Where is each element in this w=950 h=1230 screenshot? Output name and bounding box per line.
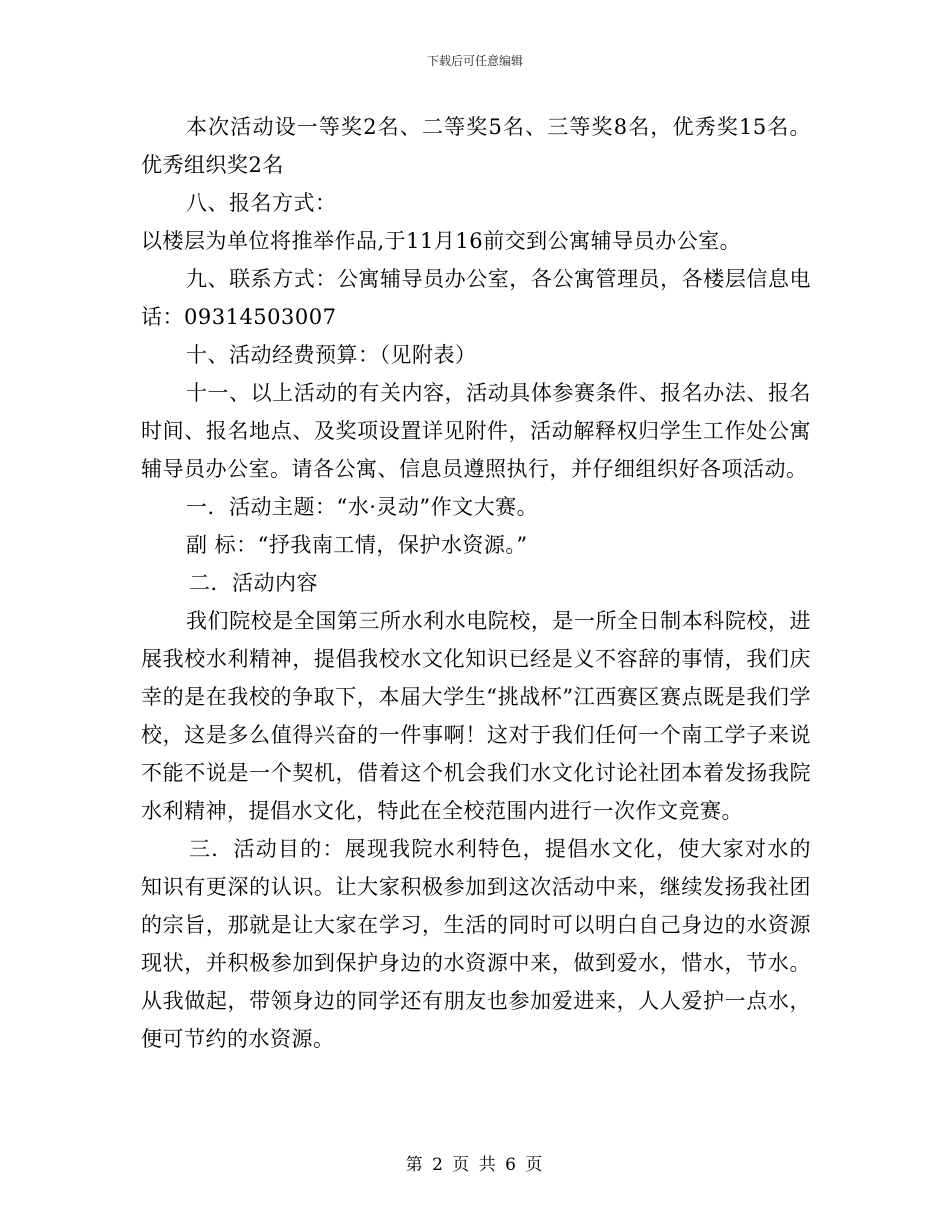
- paragraph-content-heading: 二．活动内容: [189, 571, 318, 595]
- paragraph-content-body: 我们院校是全国第三所水利水电院校，是一所全日制本科院校，进展我校水利精神，提倡我校水文化知识已经是义不容辞的事情，我们庆幸的是在我校的争取下，本届大学生“挑战杯”江西赛区赛点既是我们学校，这是多么值得兴奋的一件事啊！这对于我们任何一个南工学子来说不能不说是一个契机，借着这个机会我们水文化讨论社团本着发扬我院水利精神，提倡水文化，特此在全校范围内进行一次作文竞赛。: [141, 609, 811, 823]
- paragraph-registration-heading: 八、报名方式：: [186, 191, 337, 215]
- paragraph-contact: 九、联系方式：公寓辅导员办公室，各公寓管理员，各楼层信息电话：09314503007: [141, 267, 811, 329]
- paragraph-theme: 一．活动主题：“水·灵动”作文大赛。: [186, 495, 539, 519]
- page-header: 下载后可任意编辑: [426, 54, 523, 68]
- paragraph-notes: 十一、以上活动的有关内容，活动具体参赛条件、报名办法、报名时间、报名地点、及奖项设置详见附件，活动解释权归学生工作处公寓辅导员办公室。请各公寓、信息员遵照执行，并仔细组织好各项活动。: [141, 381, 811, 481]
- paragraph-budget: 十、活动经费预算：（见附表）: [186, 343, 477, 367]
- paragraph-registration-detail: 以楼层为单位将推举作品,于11月16前交到公寓辅导员办公室。: [141, 229, 742, 253]
- paragraph-subtitle: 副 标：“抒我南工情，保护水资源。”: [186, 533, 528, 557]
- page-footer: 第 2 页 共 6 页: [405, 1155, 545, 1175]
- document-body: [141, 108, 811, 1058]
- paragraph-awards: 本次活动设一等奖2名、二等奖5名、三等奖8名，优秀奖15名。优秀组织奖2名: [141, 115, 811, 177]
- paragraph-purpose: 三．活动目的：展现我院水利特色，提倡水文化，使大家对水的知识有更深的认识。让大家积极参加到这次活动中来，继续发扬我社团的宗旨，那就是让大家在学习，生活的同时可以明白自己身边的水资源现状，并积极参加到保护身边的水资源中来，做到爱水，惜水，节水。从我做起，带领身边的同学还有朋友也参加爱进来，人人爱护一点水，便可节约的水资源。: [141, 837, 811, 1051]
